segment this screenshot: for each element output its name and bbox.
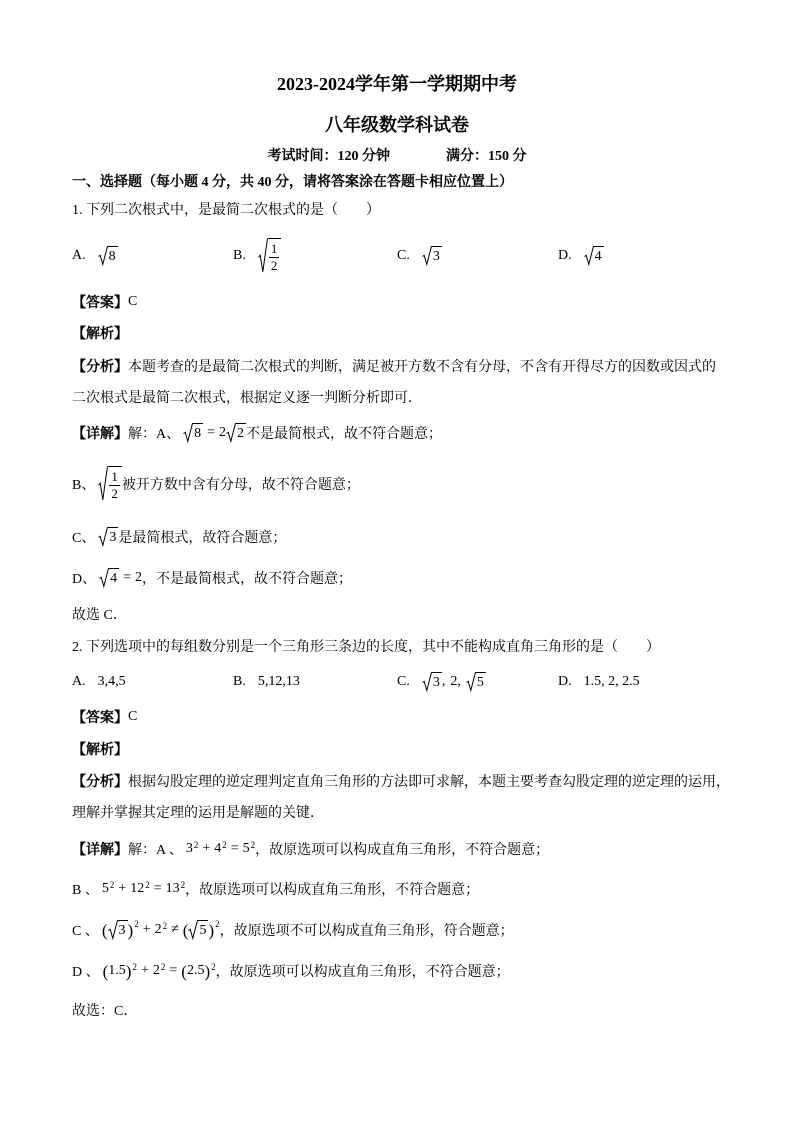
fraction [269,241,280,273]
comma: , [457,674,461,689]
detail-text: 不是最简根式，故不符合题意； [246,427,443,442]
q1-option-c [397,234,442,278]
paren-close: ) [204,961,211,981]
plus-sign: + [118,881,127,896]
radical [183,423,203,442]
exponent: 2 [109,880,115,890]
radical [98,466,122,501]
option-value: 1.5, 2, 2.5 [583,674,640,689]
option-label: C. [397,674,410,689]
power-term [130,881,150,897]
paren-open: ( [101,920,108,940]
radical [466,672,486,691]
analysis-text: 二次根式是最简二次根式，根据定义逐一判断分析即可． [72,391,422,406]
radical-sign [422,672,432,691]
exponent: 2 [132,961,137,972]
q1-conclusion [72,604,127,624]
denominator: 2 [270,258,278,273]
exponent: 2 [180,880,186,890]
radicand: 3 [118,920,128,939]
detail-prefix: B、 [72,478,96,493]
q1-analysis-line-2 [72,387,422,407]
denominator: 2 [111,486,118,501]
q1-detail-b [72,462,360,506]
analysis-label: 【分析】 [72,775,128,790]
radical [584,246,604,265]
exponent: 2 [250,840,256,850]
radicand: 3 [432,246,442,265]
detail-prefix: 解：A 、 [128,843,183,858]
q2-option-b [233,660,300,704]
analysis-label: 【分析】 [72,360,128,375]
power-term [243,841,256,857]
exam-title-text: 2023-2024学年第一学期期中考 [277,74,517,94]
radical-sign [226,423,236,442]
radicand: 3 [432,672,442,691]
q1-detail-c [72,526,286,548]
q2-analysis-line-2 [72,802,324,822]
analysis-text: 本题考查的是最简二次根式的判断，满足被开方数不含有分母，不含有开得尽方的因数或因式的 [128,360,716,375]
option-value: 5,12,13 [257,674,300,689]
radical [226,423,246,442]
radical-sign [98,466,108,501]
q1-explanation [72,323,128,343]
radical-sign [98,527,108,546]
option-label: B. [233,674,246,689]
base: 4 [214,841,222,856]
q2-explanation [72,739,128,759]
detail-text: ，故原选项可以构成直角三角形，不符合题意； [255,843,550,858]
q2-detail-a [72,838,549,860]
plus-sign: + [202,841,211,856]
q1-stem-text: 1. 下列二次根式中，是最简二次根式的是（ ） [72,203,380,218]
q2-conclusion [72,1000,137,1020]
detail-prefix: C、 [72,531,96,546]
exam-subtitle [0,112,794,136]
radicand: 4 [109,568,119,587]
radicand: 8 [193,423,203,442]
radical [188,920,208,939]
radicand: 5 [476,672,486,691]
power-term [102,920,139,939]
base: 5 [242,841,250,856]
fraction [109,469,120,501]
detail-text: ，故原选项可以构成直角三角形，不符合题意； [185,883,480,898]
paren-open: ( [181,961,187,981]
answer-label: 【答案】 [72,711,128,726]
section-title-text: 一、选择题（每小题 4 分，共 40 分，请将答案涂在答题卡相应位置上） [72,175,513,190]
explanation-label: 【解析】 [72,327,128,342]
power-term [153,963,166,979]
paren-open: ( [182,920,189,940]
analysis-text: 根据勾股定理的逆定理判定直角三角形的方法即可求解，本题主要考查勾股定理的逆定理的运用， [128,775,730,790]
detail-prefix: B 、 [72,883,99,898]
exponent: 2 [145,880,150,890]
radical [99,568,119,587]
not-equal-sign: ≠ [171,922,179,937]
exam-meta [0,145,794,165]
q2-detail-b [72,878,479,900]
answer-value: C [128,294,138,309]
numerator: 1 [270,241,278,257]
detail-prefix: D 、 [72,965,100,980]
radical-sign [99,568,109,587]
exam-title [0,71,794,95]
base: 5 [101,881,109,896]
paren-close: ) [208,920,215,940]
detail-prefix: D、 [72,572,97,587]
radicand: 5 [198,920,208,939]
base: 2.5 [186,963,205,978]
radical-sign [183,423,193,442]
exponent: 2 [160,962,166,972]
equals-sign: = [123,570,132,585]
radical [422,246,442,265]
detail-text: 是最简根式，故符合题意； [118,531,287,546]
radical-sign [188,920,198,939]
detail-text: ，不是最简根式，故不符合题意； [142,572,353,587]
option-label: B. [233,248,246,263]
radical-sign [98,246,108,265]
equals-sign: = [230,841,239,856]
radical [98,527,118,546]
power-term [155,922,168,938]
q1-answer [72,292,137,312]
q1-detail-a [72,422,442,444]
radical [422,672,442,691]
comma: , [441,674,446,689]
conclusion-text: 故选：C． [72,1004,138,1019]
equals-sign: = [207,425,216,440]
radicand: 8 [108,246,118,265]
paren-close: ) [127,920,134,940]
power-term [186,841,199,857]
radical [98,246,118,265]
detail-text: 被开方数中含有分母，故不符合题意； [121,478,360,493]
q2-answer [72,707,137,727]
power-term [214,841,227,857]
power-term [102,881,115,897]
radical-sign [108,920,118,939]
q2-stem [72,636,660,656]
radical-sign [584,246,594,265]
radicand: 3 [108,527,118,546]
q2-stem-text: 2. 下列选项中的每组数分别是一个三角形三条边的长度，其中不能构成直角三角形的是（ ） [72,640,660,655]
option-label: A. [72,674,86,689]
coefficient: 2 [219,425,227,440]
power-term [181,963,215,980]
exponent: 2 [222,840,227,850]
base: 13 [165,881,180,896]
q1-option-a [72,234,118,278]
radicand: 2 [236,423,246,442]
exam-time: 考试时间：120 分钟 [267,149,390,164]
plus-sign: + [140,963,149,978]
detail-prefix: C 、 [72,924,99,939]
detail-label: 【详解】 [72,427,128,442]
detail-text: ，故原选项可以构成直角三角形，不符合题意； [215,965,510,980]
power-term [183,920,220,939]
equals-sign: = [169,963,178,978]
exponent: 2 [162,921,168,931]
detail-label: 【详解】 [72,843,128,858]
q2-detail-c [72,917,514,943]
plus-sign: + [142,922,151,937]
explanation-label: 【解析】 [72,743,128,758]
radicand [268,238,282,273]
conclusion-text: 故选 C． [72,608,127,623]
q2-detail-d [72,959,510,983]
base: 3 [185,841,193,856]
answer-label: 【答案】 [72,296,128,311]
power-term [103,963,137,980]
q1-option-b [233,234,281,278]
radicand: 4 [594,246,604,265]
base: 2 [152,963,160,978]
full-score: 满分：150 分 [446,149,527,164]
exam-subtitle-text: 八年级数学科试卷 [325,115,469,135]
base: 2 [154,922,162,937]
detail-text: ，故原选项不可以构成直角三角形，符合题意； [219,924,514,939]
exponent: 2 [215,919,220,930]
power-term [166,881,186,897]
answer-value: C [128,709,138,724]
q2-analysis-line-1 [72,771,730,791]
radical [258,238,282,273]
equals-sign: = [153,881,162,896]
detail-value: 2 [135,570,143,585]
analysis-text: 理解并掌握其定理的运用是解题的关键． [72,806,324,821]
radicand [108,466,122,501]
radical-sign [466,672,476,691]
option-middle: 2 [450,674,458,689]
base: 12 [130,881,145,896]
base: 1.5 [108,963,126,978]
section-title [72,171,513,191]
option-label: D. [558,674,572,689]
radical [108,920,128,939]
q1-stem [72,199,380,219]
q1-detail-d [72,567,352,589]
exponent: 2 [211,961,216,972]
radical-sign [258,238,268,273]
option-label: A. [72,248,86,263]
q2-option-d [558,660,640,704]
radical-sign [422,246,432,265]
option-label: C. [397,248,410,263]
paren-close: ) [125,961,132,981]
exponent: 2 [134,919,139,930]
q2-option-c [397,660,486,704]
option-value: 3,4,5 [97,674,126,689]
option-label: D. [558,248,572,263]
detail-prefix: 解：A、 [128,427,181,442]
q1-option-d [558,234,604,278]
q2-option-a [72,660,126,704]
numerator: 1 [111,469,118,485]
q1-analysis-line-1 [72,356,716,376]
paren-open: ( [102,961,109,981]
exponent: 2 [193,840,199,850]
